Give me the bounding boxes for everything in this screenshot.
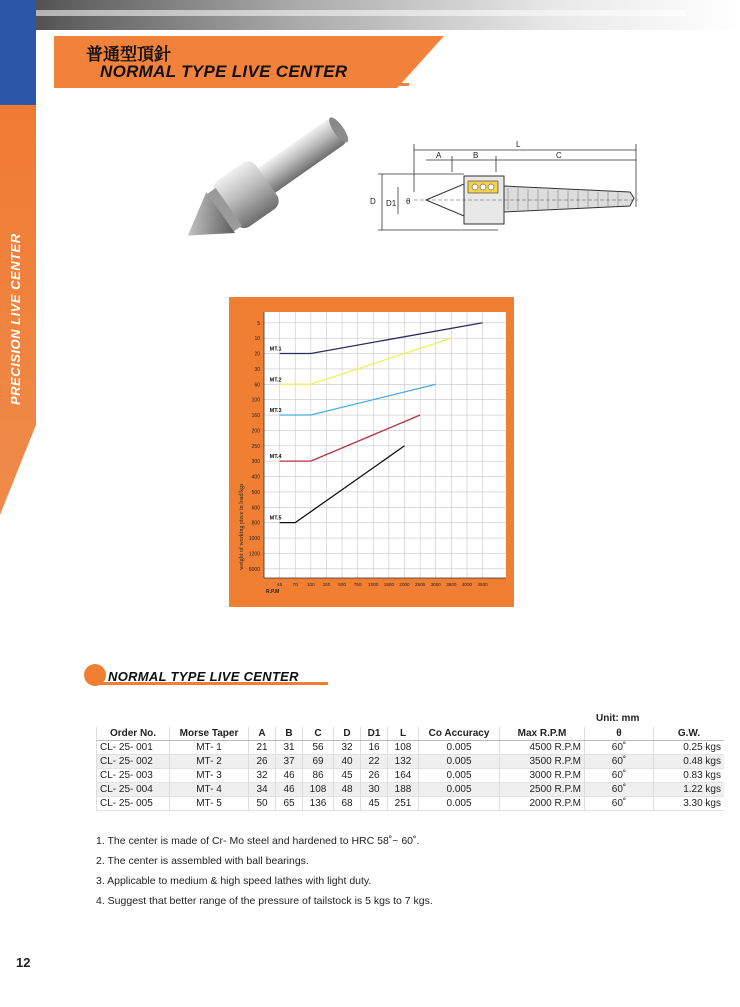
x-tick-label: 70 [292, 582, 298, 587]
y-tick-label: 300 [251, 459, 260, 466]
y-tick-label: 20 [254, 351, 260, 358]
y-tick-label: 600 [251, 505, 260, 512]
table-header-cell: C [303, 727, 334, 741]
side-label: PRECISION LIVE CENTER [8, 233, 23, 405]
note-item: 4. Suggest that better range of the pressure of tailstock is 5 kgs to 7 kgs. [96, 895, 433, 907]
table-cell: CL- 25- 002 [97, 755, 170, 769]
table-header-cell: D [334, 727, 361, 741]
table-cell: 45 [334, 769, 361, 783]
table-cell: 60˚ [585, 769, 654, 783]
table-cell: 26 [361, 769, 388, 783]
table-cell: 0.83 kgs [654, 769, 725, 783]
x-tick-label: 2500 [415, 582, 426, 587]
dim-label-theta: θ [406, 197, 411, 206]
table-header-cell: G.W. [654, 727, 725, 741]
dim-label-L: L [516, 140, 521, 149]
dim-label-D: D [370, 197, 376, 206]
page-title-cn: 普通型頂針 [86, 45, 171, 64]
table-cell: 30 [361, 783, 388, 797]
dim-label-C: C [556, 151, 562, 160]
table-cell: 26 [249, 755, 276, 769]
table-cell: 0.25 kgs [654, 741, 725, 755]
table-cell: 69 [303, 755, 334, 769]
table-cell: 251 [388, 797, 419, 811]
table-header-cell: Order No. [97, 727, 170, 741]
y-tick-label: 30 [254, 366, 260, 373]
section-title: NORMAL TYPE LIVE CENTER [108, 669, 299, 684]
note-item: 2. The center is assembled with ball bearings. [96, 855, 309, 867]
y-tick-label: 10 [254, 336, 260, 343]
note-item: 1. The center is made of Cr- Mo steel and hardened to HRC 58˚~ 60˚. [96, 835, 420, 847]
table-cell: MT- 1 [170, 741, 249, 755]
table-cell: MT- 3 [170, 769, 249, 783]
y-tick-label: 1200 [248, 551, 260, 558]
y-tick-label: 800 [251, 520, 260, 527]
x-tick-label: 2000 [399, 582, 410, 587]
x-tick-label: 500 [338, 582, 346, 587]
notes-list [96, 831, 433, 911]
table-cell: MT- 5 [170, 797, 249, 811]
y-tick-label: 5 [257, 320, 260, 327]
table-cell: 164 [388, 769, 419, 783]
x-tick-label: 250 [322, 582, 331, 587]
table-row [97, 797, 725, 811]
table-cell: CL- 25- 004 [97, 783, 170, 797]
table-cell: 68 [334, 797, 361, 811]
table-header-cell: L [388, 727, 419, 741]
table-cell: 45 [361, 797, 388, 811]
table-cell: 56 [303, 741, 334, 755]
y-tick-label: 160 [251, 413, 260, 420]
y-tick-label: 200 [251, 428, 260, 435]
x-tick-label: 100 [307, 582, 315, 587]
table-header-cell: B [276, 727, 303, 741]
table-cell: 4500 R.P.M [500, 741, 585, 755]
dim-label-D1: D1 [386, 199, 397, 208]
table-cell: MT- 4 [170, 783, 249, 797]
table-header-cell: A [249, 727, 276, 741]
x-tick-label: 1000 [368, 582, 379, 587]
load-chart-panel [229, 297, 514, 607]
table-header-cell: Max R.P.M [500, 727, 585, 741]
table-cell: 3500 R.P.M [500, 755, 585, 769]
table-cell: 37 [276, 755, 303, 769]
y-tick-label: 100 [251, 397, 260, 404]
x-tick-label: 3000 [430, 582, 441, 587]
table-cell: 188 [388, 783, 419, 797]
table-cell: 16 [361, 741, 388, 755]
table-cell: 31 [276, 741, 303, 755]
dimension-diagram [368, 132, 648, 242]
table-cell: 21 [249, 741, 276, 755]
table-row [97, 741, 725, 755]
table-cell: 32 [334, 741, 361, 755]
x-axis-title: R.P.M [266, 589, 280, 595]
y-tick-label: 400 [251, 474, 260, 481]
table-cell: 0.48 kgs [654, 755, 725, 769]
table-header-cell: Co Accuracy [419, 727, 500, 741]
table-cell: 0.005 [419, 755, 500, 769]
note-item: 3. Applicable to medium & high speed lathes with light duty. [96, 875, 372, 887]
y-tick-label: 6000 [248, 566, 260, 573]
table-cell: 2000 R.P.M [500, 797, 585, 811]
table-row [97, 769, 725, 783]
live-center-photo [150, 100, 370, 270]
table-cell: 60˚ [585, 741, 654, 755]
table-cell: CL- 25- 001 [97, 741, 170, 755]
table-cell: 0.005 [419, 769, 500, 783]
x-tick-label: 4000 [461, 582, 473, 587]
table-cell: 3000 R.P.M [500, 769, 585, 783]
table-row [97, 783, 725, 797]
table-header-cell: Morse Taper [170, 727, 249, 741]
table-header-cell: D1 [361, 727, 388, 741]
page-number: 12 [16, 955, 31, 970]
series-label: MT.5 [269, 515, 282, 522]
table-cell: 46 [276, 769, 303, 783]
table-cell: MT- 2 [170, 755, 249, 769]
x-tick-label: 45 [277, 582, 283, 587]
table-row [97, 755, 725, 769]
table-cell: 132 [388, 755, 419, 769]
x-tick-label: 4500 [477, 582, 488, 587]
series-label: MT.3 [269, 408, 282, 415]
table-cell: 86 [303, 769, 334, 783]
load-chart [229, 297, 514, 607]
dim-label-A: A [436, 151, 442, 160]
y-tick-label: 250 [251, 443, 260, 450]
table-cell: 60˚ [585, 797, 654, 811]
table-cell: 3.30 kgs [654, 797, 725, 811]
table-header-cell: θ [585, 727, 654, 741]
x-tick-label: 1500 [383, 582, 395, 587]
page-title-en: NORMAL TYPE LIVE CENTER [100, 62, 348, 81]
series-label: MT.2 [269, 377, 282, 384]
series-label: MT.1 [269, 346, 282, 353]
table-cell: 48 [334, 783, 361, 797]
x-tick-label: 750 [353, 582, 362, 587]
table-cell: 40 [334, 755, 361, 769]
dim-label-B: B [473, 151, 479, 160]
spec-table [96, 727, 724, 811]
table-cell: 0.005 [419, 741, 500, 755]
table-cell: 108 [388, 741, 419, 755]
table-cell: 22 [361, 755, 388, 769]
series-label: MT.4 [269, 454, 282, 461]
table-cell: 34 [249, 783, 276, 797]
table-cell: 108 [303, 783, 334, 797]
table-cell: 50 [249, 797, 276, 811]
table-cell: 60˚ [585, 755, 654, 769]
y-tick-label: 500 [251, 489, 260, 496]
table-cell: 136 [303, 797, 334, 811]
y-tick-label: 60 [254, 382, 260, 389]
y-axis-title: weight of working piece in load/kgs [239, 483, 245, 570]
table-cell: 32 [249, 769, 276, 783]
table-cell: 0.005 [419, 797, 500, 811]
blue-corner-band [0, 0, 36, 105]
table-cell: 1.22 kgs [654, 783, 725, 797]
table-cell: 46 [276, 783, 303, 797]
table-cell: 0.005 [419, 783, 500, 797]
table-cell: 60˚ [585, 783, 654, 797]
x-tick-label: 3500 [446, 582, 457, 587]
table-cell: 65 [276, 797, 303, 811]
top-gradient-bar [0, 0, 740, 30]
header-underline [54, 83, 409, 86]
table-cell: 2500 R.P.M [500, 783, 585, 797]
unit-label: Unit: mm [596, 713, 640, 724]
y-tick-label: 1000 [248, 536, 260, 543]
table-cell: CL- 25- 003 [97, 769, 170, 783]
table-cell: CL- 25- 005 [97, 797, 170, 811]
